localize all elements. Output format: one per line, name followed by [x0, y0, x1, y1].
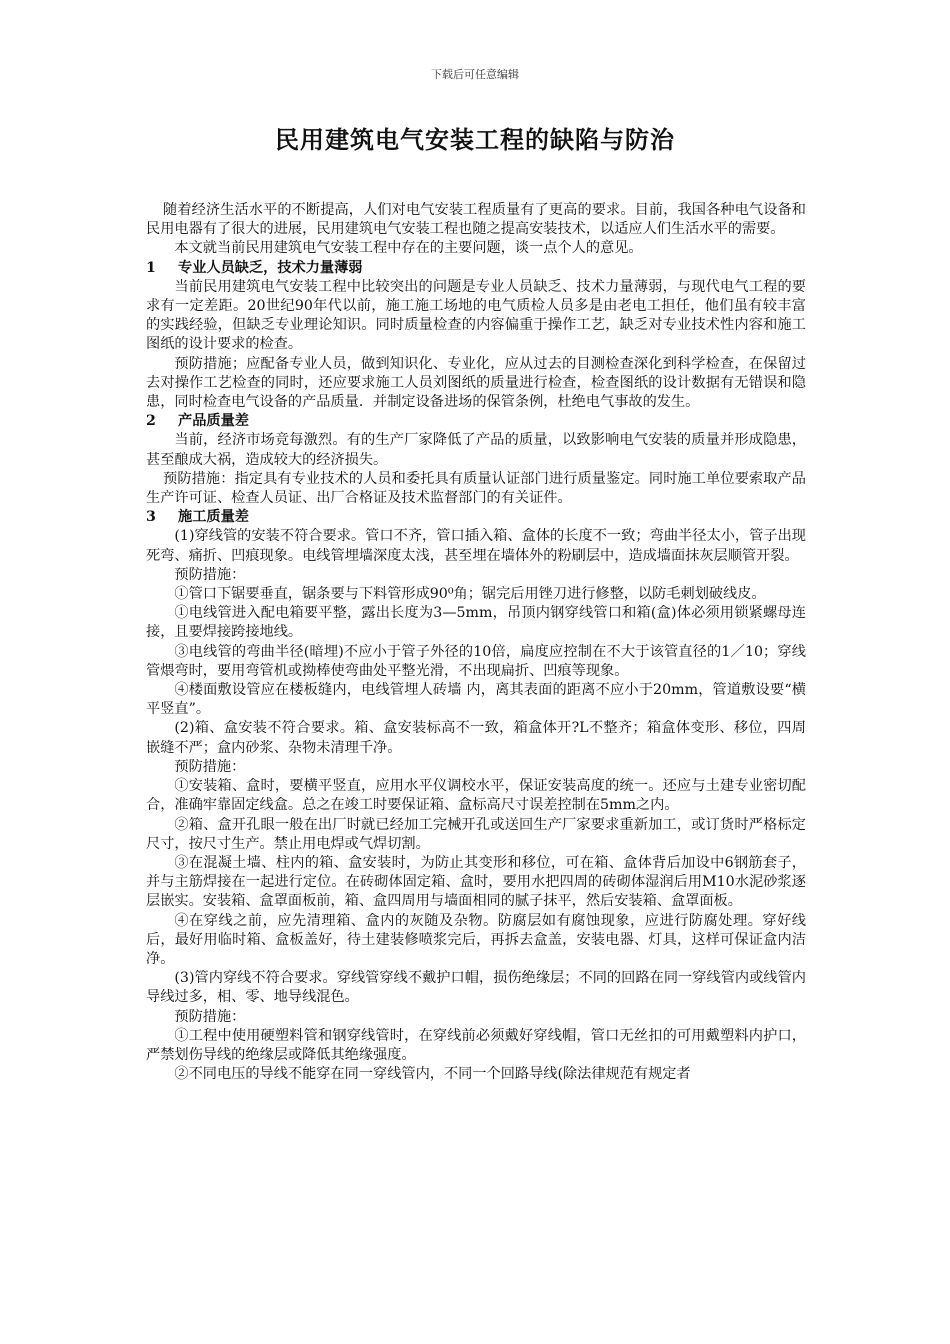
paragraph: ③电线管的弯曲半径(暗埋)不应小于管子外径的10倍，扁度应控制在不大于该管直径的1／10；穿线管煨弯时，要用弯管机或拗棒使弯曲处平整光滑，不出现扁折、凹痕等现象。: [146, 643, 806, 679]
section-heading: [146, 508, 806, 527]
paragraph: ①管口下锯要垂直，锯条要与下料管形成90⁰角；锯完后用锉刀进行修整，以防毛刺划破线皮。: [174, 586, 766, 603]
paragraph: ①工程中使用硬塑料管和钢穿线管时，在穿线前必须戴好穿线帽，管口无丝扣的可用戴塑料内护口，严禁划伤导线的绝缘层或降低其绝缘强度。: [146, 1027, 806, 1063]
section-heading-text: 专业人员缺乏，技术力量薄弱: [178, 259, 363, 276]
paragraph: (3)管内穿线不符合要求。穿线管穿线不戴护口帽，损伤绝缘层；不同的回路在同一穿线管内或线管内导线过多，相、零、地导线混色。: [146, 970, 806, 1006]
paragraph: 预防措施：: [174, 566, 246, 583]
paragraph: 预防措施：: [174, 758, 246, 775]
paragraph: ②不同电压的导线不能穿在同一穿线管内，不同一个回路导线(除法律规范有规定者: [174, 1066, 691, 1083]
paragraph: ④在穿线之前，应先清理箱、盒内的灰随及杂物。防腐层如有腐蚀现象，应进行防腐处理。穿好线后，最好用临时箱、盒板盖好，待土建装修喷浆完后，再拆去盒盖，安装电器、灯具，这样可保证盒内洁净。: [146, 912, 806, 967]
header-note: 下载后可任意编辑: [431, 68, 519, 81]
paragraph: (2)箱、盒安装不符合要求。箱、盒安装标高不一致，箱盒体开?L不整齐；箱盒体变形、移位，四周嵌缝不严；盒内砂浆、杂物未清理千净。: [146, 720, 806, 756]
paragraph: ④楼面敷设管应在楼板缝内，电线管埋人砖墙 内，离其表面的距离不应小于20mm，管道敷设要“横平竖直”。: [146, 682, 806, 718]
paragraph: ③在混凝土墙、柱内的箱、盒安装时，为防止其变形和移位，可在箱、盒体背后加设中6钢筋套子，并与主筋焊接在一起进行定位。在砖砌体固定箱、盒时，要用水把四周的砖砌体湿润后用M10水泥砂浆逐层嵌实。安装箱、盒罩面板前，箱、盒四周用与墙面相同的腻子抹平，然后安装箱、盒罩面板。: [146, 854, 806, 910]
section-number: 3: [146, 509, 156, 526]
paragraph: 当前，经济市场竞每激烈。有的生产厂家降低了产品的质量，以致影响电气安装的质量并形成隐患，甚至酿成大祸，造成较大的经济损失。: [146, 432, 806, 468]
paragraph: ①安装箱、盒时，要横平竖直，应用水平仪调校水平，保证安装高度的统一。还应与土建专业密切配合，准确牢靠固定线盒。总之在竣工时要保证箱、盒标高尺寸误差控制在5mm之内。: [146, 778, 806, 814]
paragraph: 随着经济生活水平的不断提高，人们对电气安装工程质量有了更高的要求。目前，我国各种电气设备和民用电器有了很大的进展，民用建筑电气安装工程也随之提高安装技术，以适应人们生活水平的需要。: [146, 202, 806, 238]
document-body: [146, 201, 806, 1084]
paragraph: (1)穿线管的安装不符合要求。管口不齐，管口插入箱、盒体的长度不一致；弯曲半径太小，管子出现死弯、痛折、凹痕现象。电线管埋墙深度太浅，甚至埋在墙体外的粉刷层中，造成墙面抹灰层顺管开裂。: [146, 528, 806, 564]
section-heading-text: 施工质量差: [178, 509, 249, 526]
paragraph: ①电线管进入配电箱要平整，露出长度为3—5mm，吊顶内钢穿线管口和箱(盒)体必须用锁紧螺母连接，且要焊接跨接地线。: [146, 605, 806, 641]
paragraph: 本文就当前民用建筑电气安装工程中存在的主要问题，谈一点个人的意见。: [174, 240, 643, 257]
paragraph: 预防措施：: [174, 1008, 246, 1025]
paragraph: 当前民用建筑电气安装工程中比较突出的问题是专业人员缺乏、技术力量薄弱，与现代电气工程的要求有一定差距。20世纪90年代以前，施工施工场地的电气质检人员多是由老电工担任，他们虽有较丰富的实践经验，但缺乏专业理论知识。同时质量检查的内容偏重于操作工艺，缺乏对专业技术性内容和施工图纸的设计要求的检查。: [146, 278, 806, 353]
document-title: 民用建筑电气安装工程的缺陷与防治: [275, 125, 675, 154]
paragraph: ②箱、盒开孔眼一般在出厂时就已经加工完械开孔或送回生产厂家要求重新加工，或订货时严格标定尺寸，按尺寸生产。禁止用电焊或气焊切割。: [146, 816, 806, 852]
paragraph: 预防措施；应配备专业人员，做到知识化、专业化，应从过去的目测检查深化到科学检查，在保留过去对操作工艺检查的同时，还应要求施工人员刘图纸的质量进行检查，检查图纸的设计数据有无错误和隐患，同时检查电气设备的产品质量．并制定设备进场的保管条例，杜绝电气事故的发生。: [146, 355, 806, 411]
section-heading: [146, 259, 806, 278]
section-number: 1: [146, 259, 156, 276]
section-number: 2: [146, 413, 156, 430]
section-heading-text: 产品质量差: [178, 413, 249, 430]
section-heading: [146, 412, 806, 431]
paragraph: 预防措施：指定具有专业技术的人员和委托具有质量认证部门进行质量鉴定。同时施工单位要索取产品生产许可证、检查人员证、出厂合格证及技术监督部门的有关证件。: [146, 470, 806, 507]
